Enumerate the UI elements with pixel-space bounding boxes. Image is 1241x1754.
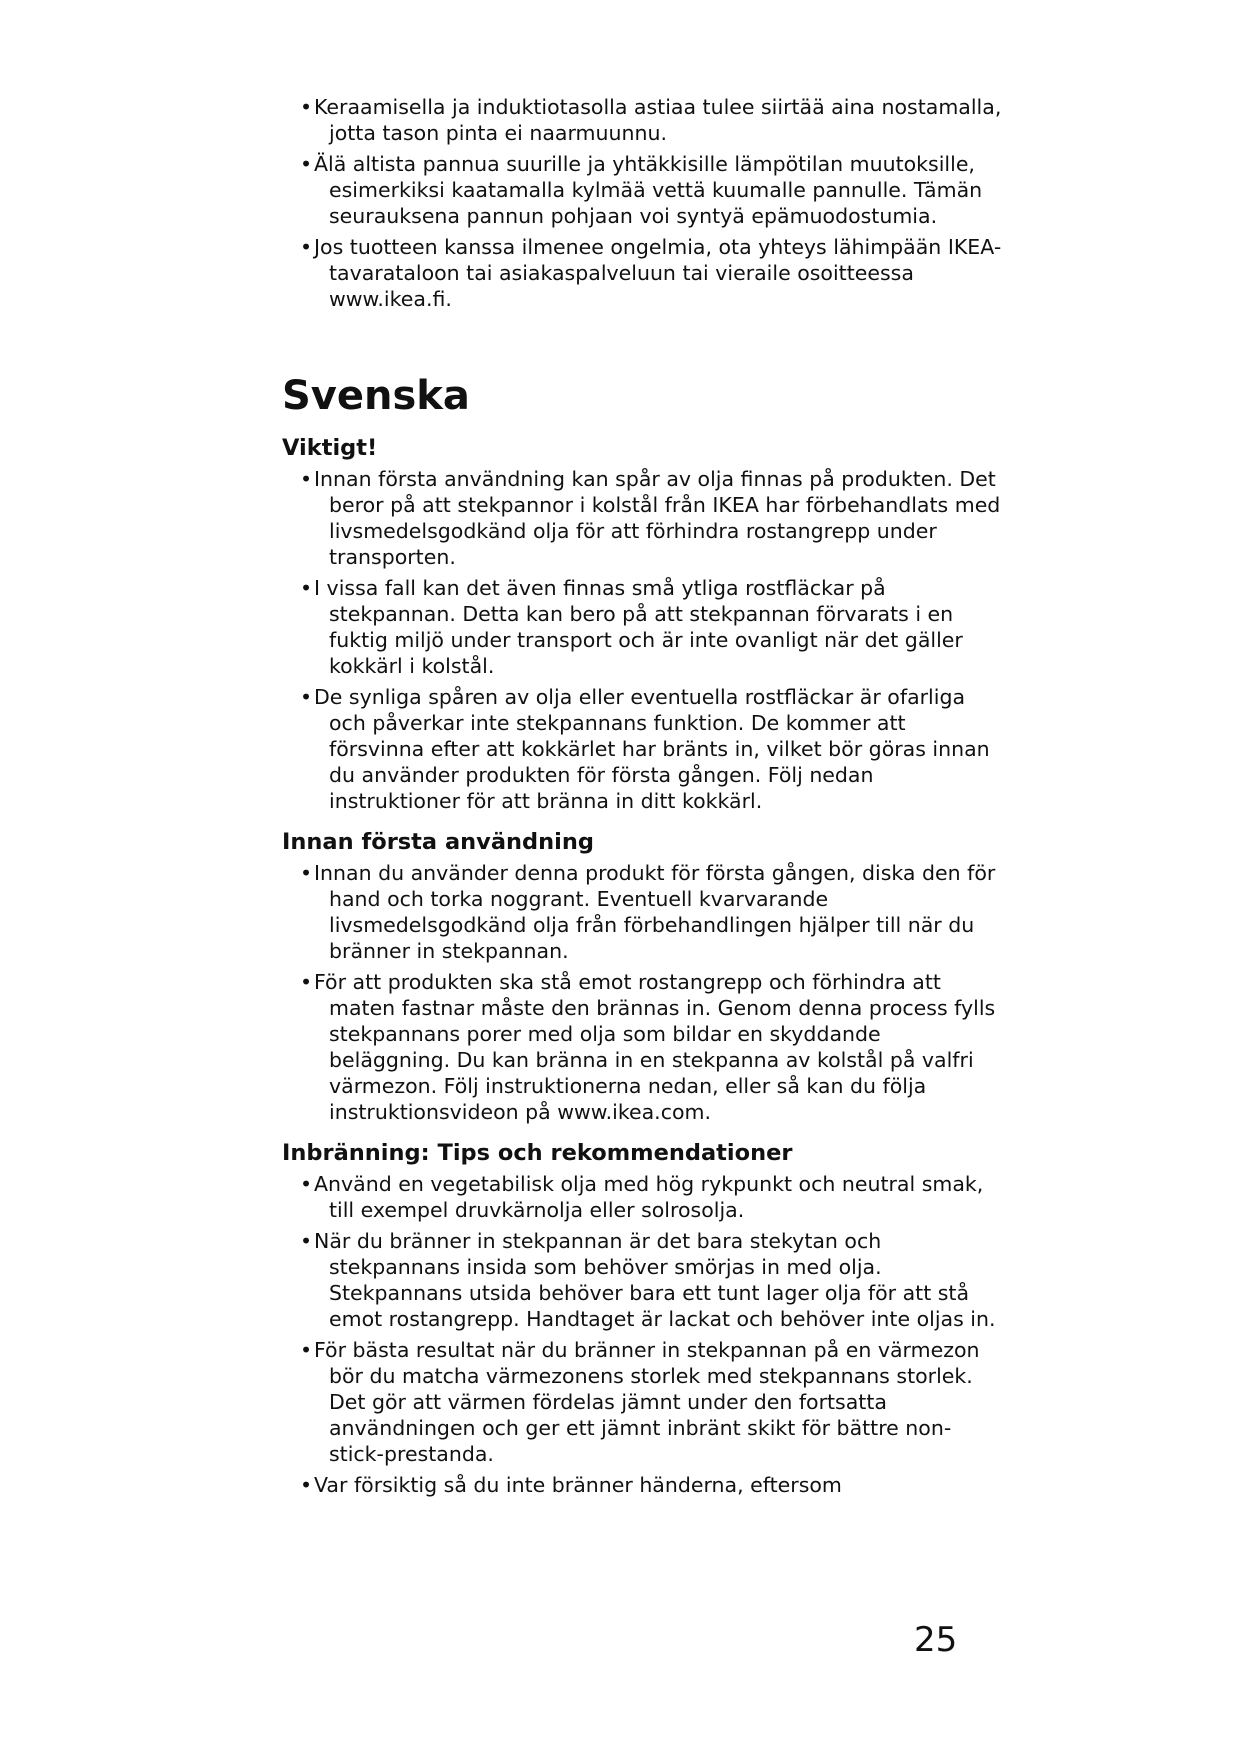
bullet-list [282,1171,1002,1498]
section-inbranning [282,1139,1002,1498]
list-item [282,1228,1002,1332]
bullet-list [282,860,1002,1125]
bullet-dot: • [300,576,313,600]
bullet-text: Keraamisella ja induktiotasolla astiaa tulee siirtää aina nostamalla, jotta tason pinta ei naarmuunnu. [314,95,1002,145]
bullet-dot: • [300,1473,313,1497]
bullet-dot: • [300,861,313,885]
list-item [282,860,1002,964]
language-heading: Svenska [282,373,470,419]
bullet-text: Jos tuotteen kanssa ilmenee ongelmia, ota yhteys lähimpään IKEA-tavarataloon tai asiakaspalveluun tai vieraile osoitteessa www.ikea.fi. [314,235,1002,311]
bullet-dot: • [300,95,313,119]
list-item [282,466,1002,570]
section-heading: Innan första användning [282,829,594,855]
bullet-dot: • [300,970,313,994]
section-heading: Viktigt! [282,435,378,461]
list-item [282,969,1002,1125]
list-item [282,1171,1002,1223]
bullet-list [282,466,1002,814]
list-item [282,1337,1002,1467]
bullet-dot: • [300,467,313,491]
bullet-dot: • [300,685,313,709]
bullet-dot: • [300,1229,313,1253]
bullet-text: Var försiktig så du inte bränner händerna, eftersom [314,1473,842,1497]
list-item [282,684,1002,814]
bullet-dot: • [300,152,313,176]
list-item [282,575,1002,679]
page-content [282,94,1002,1512]
bullet-dot: • [300,235,313,259]
section-viktigt [282,434,1002,814]
list-item [282,234,1002,312]
list-item [282,94,1002,146]
bullet-text: Innan du använder denna produkt för första gången, diska den för hand och torka noggrant. Eventuell kvarvarande livsmedelsgodkänd olja från förbehandlingen hjälper till när du bränner in stekpannan. [314,861,996,963]
section-heading: Inbränning: Tips och rekommendationer [282,1140,793,1166]
bullet-dot: • [300,1338,313,1362]
bullet-text: När du bränner in stekpannan är det bara stekytan och stekpannans insida som behöver smörjas in med olja. Stekpannans utsida behöver bara ett tunt lager olja för att stå emot rostangrepp. Handtaget är lackat och behöver inte oljas in. [314,1229,996,1331]
bullet-text: De synliga spåren av olja eller eventuella rostfläckar är ofarliga och påverkar inte stekpannans funktion. De kommer att försvinna efter att kokkärlet har bränts in, vilket bör göras innan du använder produkten för första gången. Följ nedan instruktioner för att bränna in ditt kokkärl. [314,685,990,813]
bullet-text: Använd en vegetabilisk olja med hög rykpunkt och neutral smak, till exempel druvkärnolja eller solrosolja. [314,1172,984,1222]
bullet-text: I vissa fall kan det även finnas små ytliga rostfläckar på stekpannan. Detta kan bero på att stekpannan förvarats i en fuktig miljö under transport och är inte ovanligt när det gäller kokkärl i kolstål. [314,576,963,678]
intro-bullet-list [282,94,1002,312]
section-innan-forsta-anvandning [282,828,1002,1125]
page-number: 25 [914,1620,958,1660]
bullet-text: Älä altista pannua suurille ja yhtäkkisille lämpötilan muutoksille, esimerkiksi kaatamalla kylmää vettä kuumalle pannulle. Tämän seurauksena pannun pohjaan voi syntyä epämuodostumia. [314,152,983,228]
bullet-text: För att produkten ska stå emot rostangrepp och förhindra att maten fastnar måste den brännas in. Genom denna process fylls stekpannans porer med olja som bildar en skyddande beläggning. Du kan bränna in en stekpanna av kolstål på valfri värmezon. Följ instruktionerna nedan, eller så kan du följa instruktionsvideon på www.ikea.com. [314,970,996,1124]
bullet-text: Innan första användning kan spår av olja finnas på produkten. Det beror på att stekpannor i kolstål från IKEA har förbehandlats med livsmedelsgodkänd olja för att förhindra rostangrepp under transporten. [314,467,1001,569]
bullet-text: För bästa resultat när du bränner in stekpannan på en värmezon bör du matcha värmezonens storlek med stekpannans storlek. Det gör att värmen fördelas jämnt under den fortsatta användningen och ger ett jämnt inbränt skikt för bättre non-stick-prestanda. [314,1338,980,1466]
bullet-dot: • [300,1172,313,1196]
list-item [282,1472,1002,1498]
list-item [282,151,1002,229]
